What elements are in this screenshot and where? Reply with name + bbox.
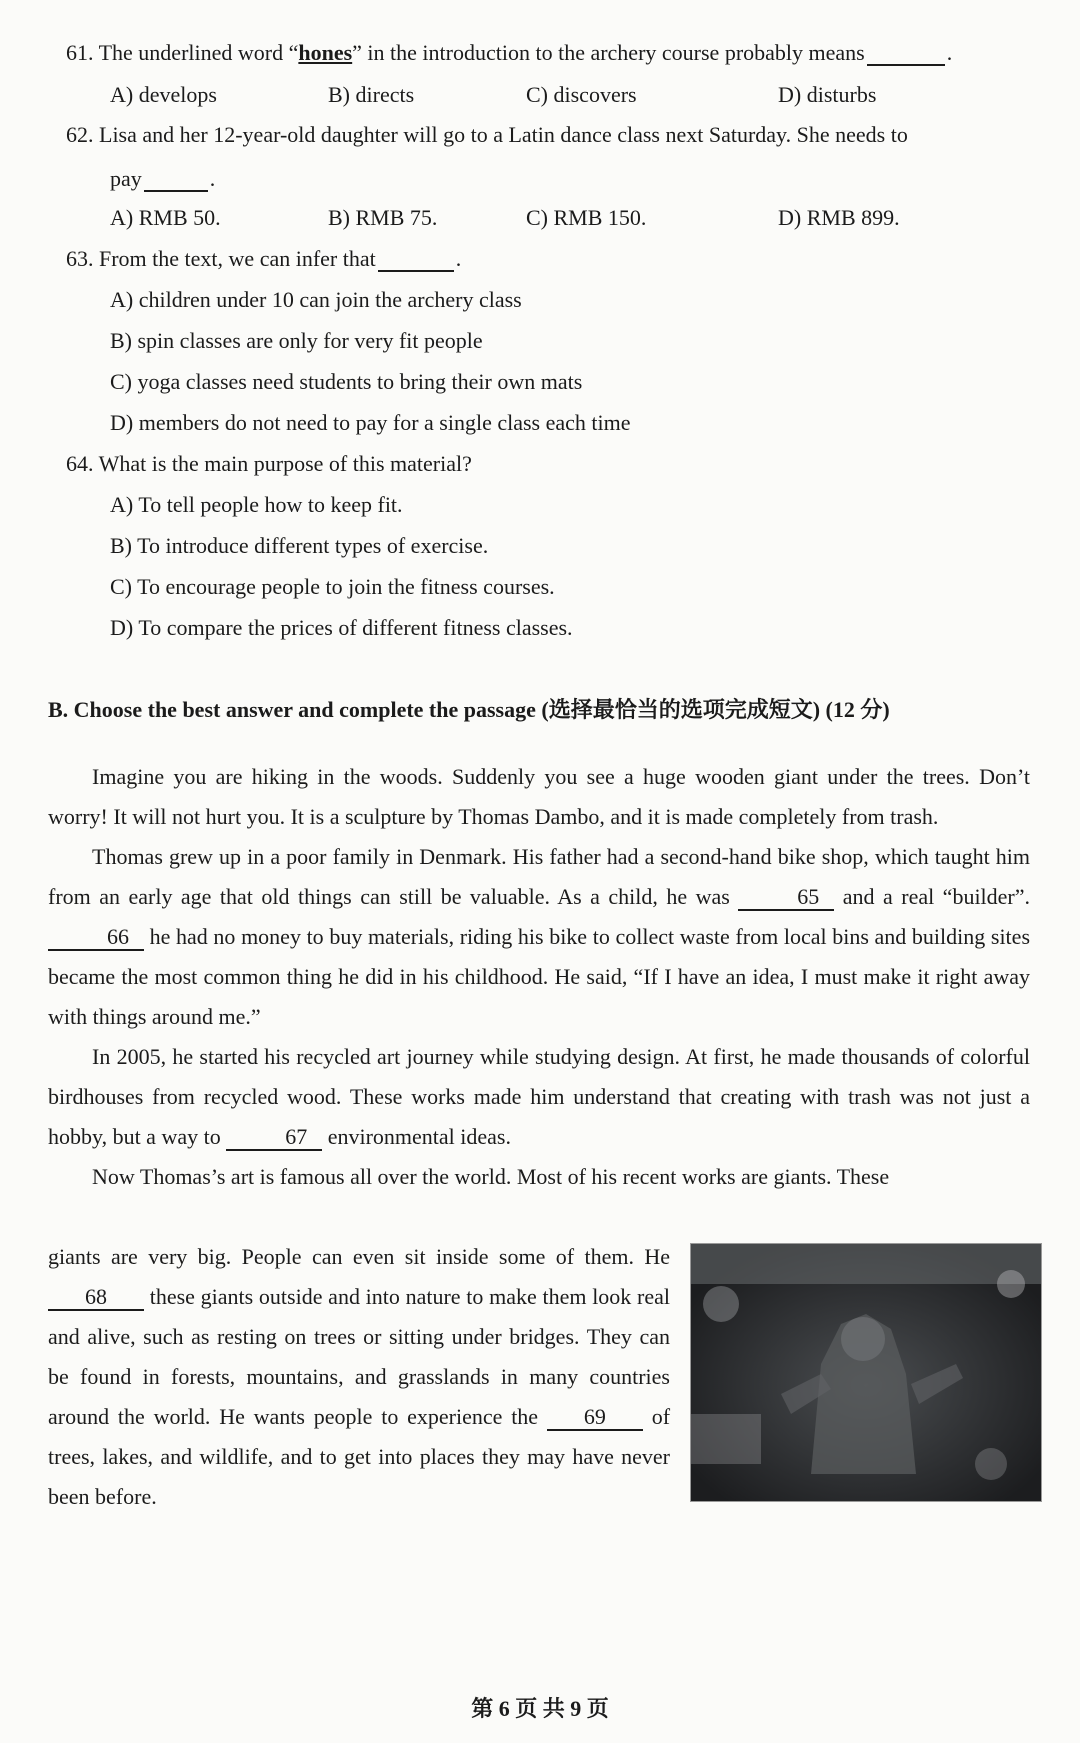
question-62-cont xyxy=(110,164,215,194)
passage-paragraph-1: Imagine you are hiking in the woods. Suddenly you see a huge wooden giant under the trees. Don’t worry! It will not hurt you. It is a sculpture by Thomas Dambo, and it is made completely from trash. xyxy=(48,764,1030,829)
q61-end: . xyxy=(946,40,953,65)
q62-option-d[interactable]: D) RMB 899. xyxy=(778,205,900,230)
photo-image xyxy=(691,1244,1041,1501)
section-b-heading: B. Choose the best answer and complete the passage (选择最恰当的选项完成短文) (12 分) xyxy=(48,697,890,722)
passage-paragraph-4 xyxy=(48,1237,670,1517)
question-61 xyxy=(66,38,952,68)
q63-option-b[interactable]: B) spin classes are only for very fit people xyxy=(110,328,483,353)
q64-option-d[interactable]: D) To compare the prices of different fitness classes. xyxy=(110,615,573,640)
giant-sculpture-photo xyxy=(690,1243,1042,1502)
blank-69[interactable]: 69 xyxy=(547,1405,643,1431)
q63-end: . xyxy=(455,246,462,271)
q64-option-a[interactable]: A) To tell people how to keep fit. xyxy=(110,492,403,517)
q63-option-c[interactable]: C) yoga classes need students to bring their own mats xyxy=(110,369,583,394)
passage xyxy=(48,757,1030,1197)
blank-65[interactable]: 65 xyxy=(738,885,834,911)
blank-66[interactable]: 66 xyxy=(48,925,144,951)
q61-option-b[interactable]: B) directs xyxy=(328,82,415,107)
underlined-word: hones xyxy=(298,40,353,65)
q61-option-c[interactable]: C) discovers xyxy=(526,82,637,107)
p2-text-c: he had no money to buy materials, riding his bike to collect waste from local bins and building sites became the most common thing he did in his childhood. He said, “If I have an idea, I must make it right away with things around me.” xyxy=(48,924,1031,1029)
q61-stem-a: 61. The underlined word “ xyxy=(66,40,299,65)
p2-text-a: Thomas grew up in a poor family in Denmark. His father had a second-hand bike shop, which taught him from an early age that old things can still be valuable. As a child, he was xyxy=(48,844,1030,909)
p3-text-b: environmental ideas. xyxy=(327,1124,511,1149)
question-63 xyxy=(66,244,461,274)
passage-paragraph-3 xyxy=(48,1037,1030,1157)
p4-text-d: of trees, lakes, and wildlife, and to get into places they may have never been before. xyxy=(48,1404,671,1509)
q64-option-c[interactable]: C) To encourage people to join the fitness courses. xyxy=(110,574,555,599)
q61-option-d[interactable]: D) disturbs xyxy=(778,82,877,107)
q61-blank xyxy=(867,42,945,66)
q62-end: . xyxy=(209,166,216,191)
blank-67[interactable]: 67 xyxy=(226,1125,322,1151)
q62-option-b[interactable]: B) RMB 75. xyxy=(328,205,438,230)
question-62 xyxy=(66,120,908,150)
question-64: 64. What is the main purpose of this material? xyxy=(66,451,472,476)
q64-option-b[interactable]: B) To introduce different types of exercise. xyxy=(110,533,489,558)
passage-paragraph-2 xyxy=(48,837,1030,1037)
page-footer: 第 6 页 共 9 页 xyxy=(471,1696,609,1721)
p2-text-b: and a real “builder”. xyxy=(842,884,1031,909)
p4-text-b: giants are very big. People can even sit inside some of them. He xyxy=(48,1244,670,1269)
q63-blank xyxy=(378,248,454,272)
q62-blank xyxy=(144,168,208,192)
blank-68[interactable]: 68 xyxy=(48,1285,144,1311)
q63-option-a[interactable]: A) children under 10 can join the archery class xyxy=(110,287,522,312)
p3-text-a: In 2005, he started his recycled art journey while studying design. At first, he made thousands of colorful birdhouses from recycled wood. These works made him understand that creating with trash was not just a hobby, but a way to xyxy=(48,1044,1030,1149)
q62-option-a[interactable]: A) RMB 50. xyxy=(110,205,221,230)
q62-stem: 62. Lisa and her 12-year-old daughter will go to a Latin dance class next Saturday. She needs to xyxy=(66,122,908,147)
q61-option-a[interactable]: A) develops xyxy=(110,82,217,107)
q63-stem: 63. From the text, we can infer that xyxy=(66,246,376,271)
q62-stem2: pay xyxy=(110,166,142,191)
q61-stem-b: ” in the introduction to the archery course probably means xyxy=(352,40,865,65)
passage-paragraph-4-line1: Now Thomas’s art is famous all over the world. Most of his recent works are giants. These xyxy=(92,1164,890,1189)
q62-option-c[interactable]: C) RMB 150. xyxy=(526,205,647,230)
q63-option-d[interactable]: D) members do not need to pay for a single class each time xyxy=(110,410,631,435)
p4-text-c: these giants outside and into nature to make them look real and alive, such as resting on trees or sitting under bridges. They can be found in forests, mountains, and grasslands in many countries around the world. He wants people to experience the xyxy=(48,1284,670,1429)
